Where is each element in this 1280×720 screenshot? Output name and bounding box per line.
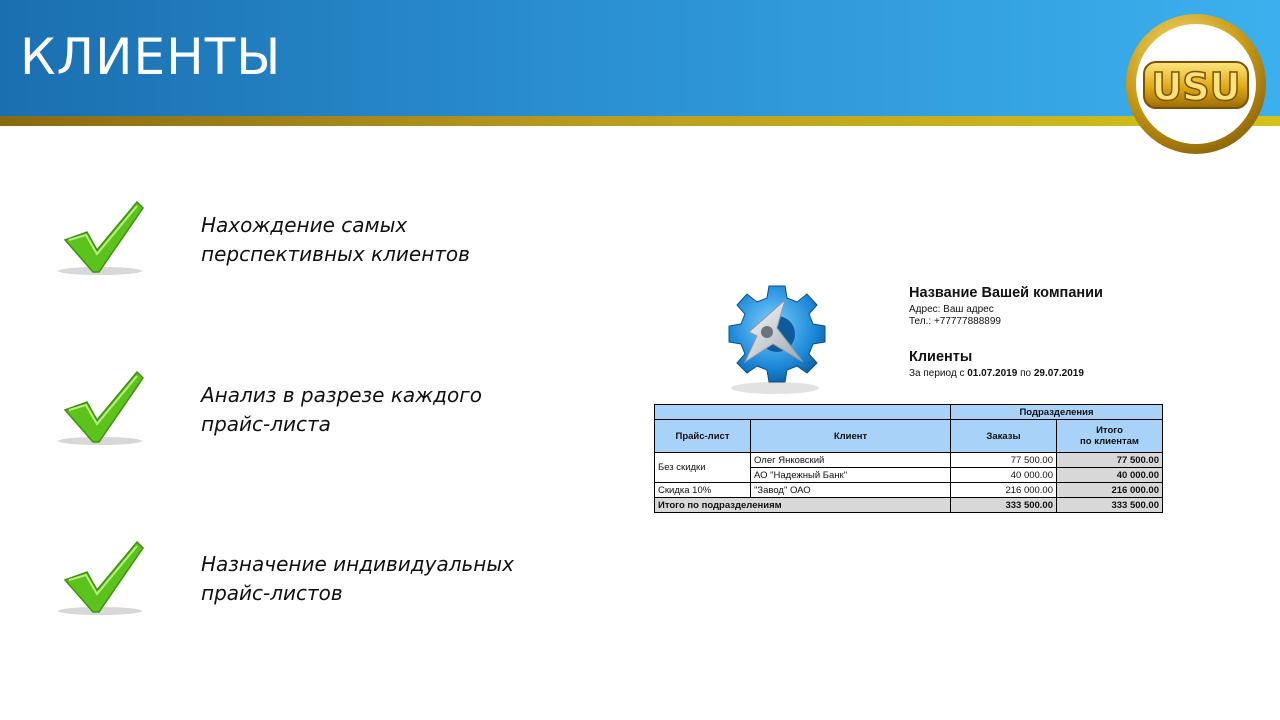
check-icon <box>55 368 155 448</box>
footer-label: Итого по подразделениям <box>655 498 951 513</box>
clients-report-table <box>654 404 1163 513</box>
bullet-text-3: Назначение индивидуальных прайс-листов <box>201 552 514 605</box>
page-title: КЛИЕНТЫ <box>20 28 282 86</box>
client-total-cell: 40 000.00 <box>1057 468 1163 483</box>
orders-cell: 77 500.00 <box>951 453 1057 468</box>
report-title: Клиенты <box>909 349 973 365</box>
client-cell: Олег Янковский <box>751 453 951 468</box>
client-cell: АО "Надежный Банк" <box>751 468 951 483</box>
col-header-total: Итого по клиентам <box>1057 420 1163 453</box>
company-address: Адрес: Ваш адрес <box>909 304 994 315</box>
price-list-cell: Без скидки <box>655 453 751 483</box>
col-header-orders: Заказы <box>951 420 1057 453</box>
client-cell: "Завод" ОАО <box>751 483 951 498</box>
logo-text: USU <box>1151 65 1241 109</box>
group-header: Подразделения <box>951 405 1163 420</box>
usu-logo <box>1124 12 1268 156</box>
company-phone: Тел.: +77777888899 <box>909 316 1001 327</box>
gear-icon <box>715 280 835 396</box>
table-footer-row <box>655 498 1163 513</box>
footer-orders: 333 500.00 <box>951 498 1057 513</box>
footer-total: 333 500.00 <box>1057 498 1163 513</box>
company-name: Название Вашей компании <box>909 285 1103 301</box>
price-list-cell: Скидка 10% <box>655 483 751 498</box>
check-icon <box>55 538 155 618</box>
report-period: За период с 01.07.2019 по 29.07.2019 <box>909 368 1084 379</box>
table-row <box>655 453 1163 468</box>
orders-cell: 216 000.00 <box>951 483 1057 498</box>
col-header-price-list: Прайс-лист <box>655 420 751 453</box>
orders-cell: 40 000.00 <box>951 468 1057 483</box>
header-stripe <box>0 116 1280 126</box>
table-row <box>655 483 1163 498</box>
bullet-text-1: Нахождение самых перспективных клиентов <box>201 213 470 266</box>
col-header-client: Клиент <box>751 420 951 453</box>
client-total-cell: 77 500.00 <box>1057 453 1163 468</box>
check-icon <box>55 198 155 278</box>
client-total-cell: 216 000.00 <box>1057 483 1163 498</box>
bullet-text-2: Анализ в разрезе каждого прайс-листа <box>201 383 482 436</box>
table-header-blank <box>655 405 951 420</box>
